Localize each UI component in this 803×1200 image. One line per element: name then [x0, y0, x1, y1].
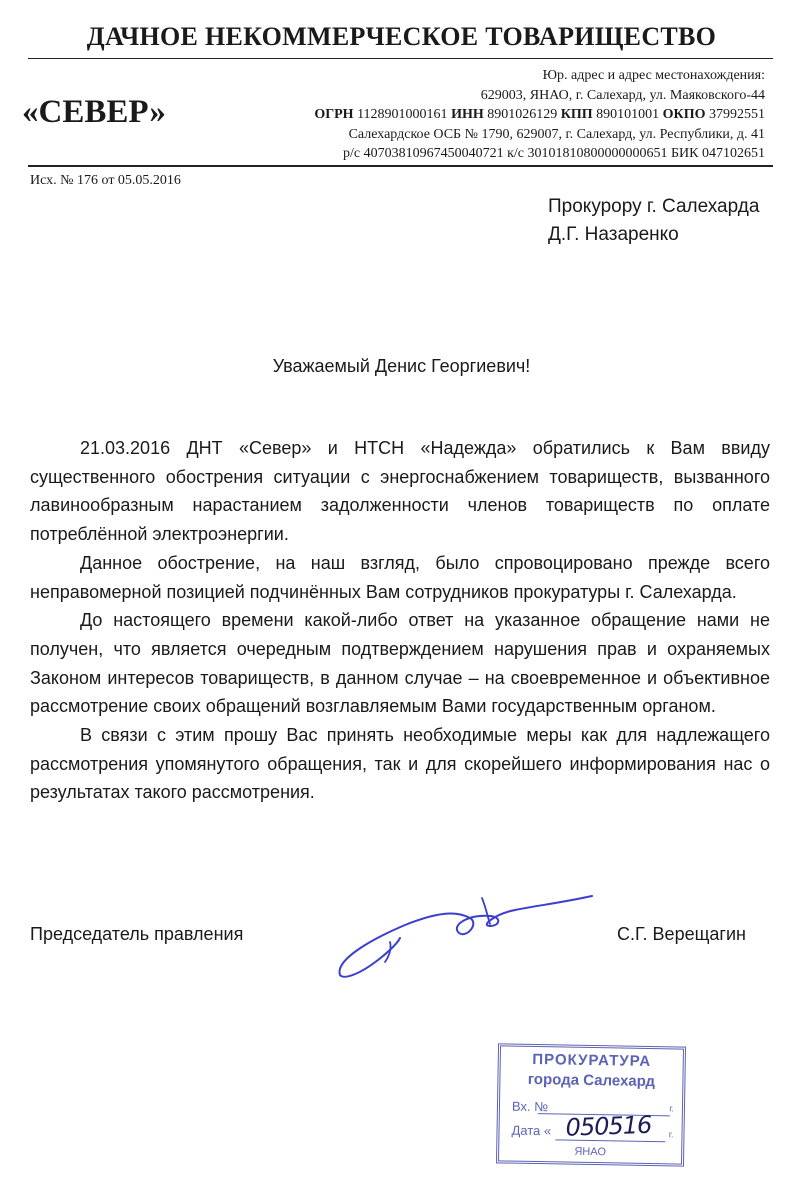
org-requisites	[230, 66, 765, 164]
stamp-agency: ПРОКУРАТУРА	[532, 1050, 652, 1071]
header-divider-top	[28, 58, 773, 59]
org-brand: «СЕВЕР»	[22, 94, 166, 130]
inn-value: 8901026129	[487, 107, 558, 123]
stamp-date-year-suffix: г.	[668, 1129, 674, 1140]
header-divider-bottom	[28, 165, 773, 167]
paragraph: 21.03.2016 ДНТ «Север» и НТСН «Надежда» обратились к Вам ввиду существенного обострения ситуации с энергоснабжением товариществ, вызванного лавинообразным нарастанием задолженности членов товариществ по оплате потреблённой электроэнергии.	[30, 438, 770, 545]
kpp-value: 890101001	[596, 107, 660, 123]
kpp-label: КПП	[560, 107, 593, 123]
signatory-name: С.Г. Верещагин	[617, 924, 746, 944]
outgoing-reference: Исх. № 176 от 05.05.2016	[30, 173, 181, 188]
bank-accounts: р/с 40703810967450040721 к/с 30101810800000000651 БИК 047102651	[343, 146, 765, 162]
okpo-value: 37992551	[709, 107, 765, 123]
addressee-block	[548, 193, 759, 249]
bank-details: Салехардское ОСБ № 1790, 629007, г. Салехард, ул. Республики, д. 41	[348, 126, 765, 142]
paragraph: В связи с этим прошу Вас принять необходимые меры как для надлежащего рассмотрения упомянутого обращения, так и для скорейшего информирования нас о результатах такого рассмотрения.	[30, 725, 770, 803]
registration-codes	[230, 105, 765, 125]
handwritten-signature	[330, 880, 600, 990]
greeting: Уважаемый Денис Георгиевич!	[272, 356, 531, 376]
stamp-handwritten-date: 050516	[565, 1110, 652, 1142]
stamp-city: города Салехард	[527, 1070, 656, 1091]
paragraph: До настоящего времени какой-либо ответ на указанное обращение нами не получен, что является очередным подтверждением нарушения прав и охраняемых Законом интересов товариществ, в данном случае – на своевременное и объективное рассмотрение своих обращений возглавляемым Вами государственным органом.	[30, 610, 770, 717]
stamp-year-suffix: г.	[669, 1103, 675, 1114]
stamp-date-label: Дата «	[511, 1122, 552, 1139]
addressee-position: Прокурору г. Салехарда	[548, 196, 760, 217]
addressee-name: Д.Г. Назаренко	[548, 224, 679, 245]
letter-body	[30, 434, 770, 807]
stamp-number-label: Вх. №	[511, 1098, 549, 1115]
okpo-label: ОКПО	[662, 107, 706, 123]
registration-stamp	[496, 1043, 686, 1166]
signatory-role: Председатель правления	[30, 924, 244, 944]
stamp-region: ЯНАО	[574, 1145, 607, 1159]
paragraph: Данное обострение, на наш взгляд, было спровоцировано прежде всего неправомерной позицией подчинённых Вам сотрудников прокуратуры г. Салехарда.	[30, 552, 770, 602]
ogrn-label: ОГРН	[314, 107, 354, 123]
ogrn-value: 1128901000161	[357, 107, 448, 123]
inn-label: ИНН	[451, 107, 484, 123]
legal-address: 629003, ЯНАО, г. Салехард, ул. Маяковского-44	[480, 87, 765, 103]
org-name: ДАЧНОЕ НЕКОММЕРЧЕСКОЕ ТОВАРИЩЕСТВО	[86, 22, 717, 51]
address-label: Юр. адрес и адрес местонахождения:	[542, 68, 765, 83]
